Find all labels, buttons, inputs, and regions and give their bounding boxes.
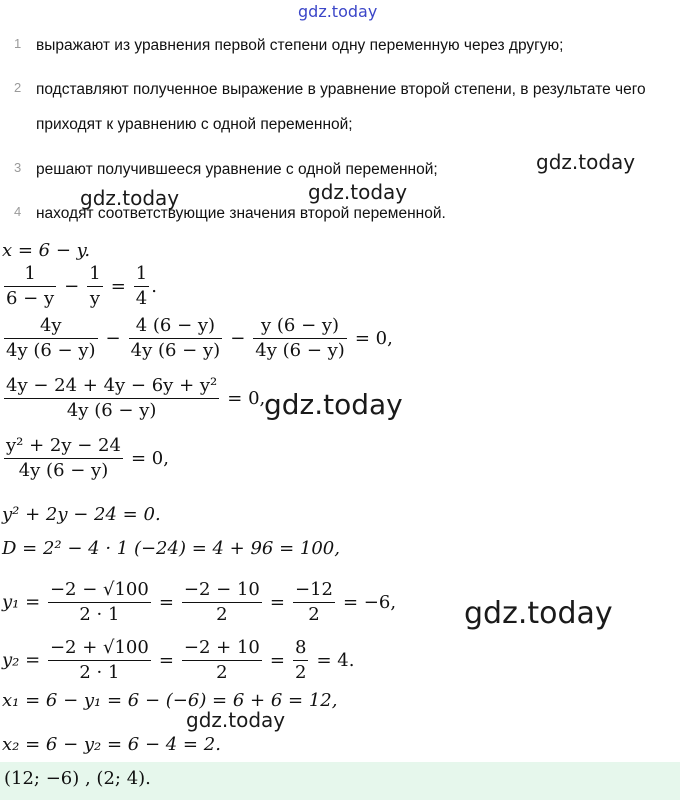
eq-x-expression: x = 6 − y. — [2, 240, 91, 261]
step-text: находят соответствующие значения второй переменной. — [36, 205, 446, 222]
eq-combined-numerator: $\frac{\text{4y − 24 + 4y − 6y + y²}}{4y (6 - y)}$ = 0, — [6, 375, 266, 421]
step-text: подставляют полученное выражение в уравнение второй степени, в результате чего приходят к уравнению с одной переменной; — [36, 81, 646, 133]
watermark: gdz.today — [308, 180, 408, 204]
watermark: gdz.today — [264, 388, 403, 421]
eq-x2: x₂ = 6 − y₂ = 6 − 4 = 2. — [2, 734, 221, 755]
step-number: 4 — [14, 204, 22, 219]
watermark: gdz.today — [80, 186, 180, 210]
eq-simplified-fraction: $\frac{\text{y² + 2y − 24}}{4y (6 - y)}$ = 0, — [6, 435, 169, 481]
watermark: gdz.today — [464, 596, 613, 631]
step-text: решают получившееся уравнение с одной переменной; — [36, 161, 438, 178]
watermark: gdz.today — [186, 708, 286, 732]
watermark: gdz.today — [536, 150, 636, 174]
eq-y2: y₂ = $\frac{-2 + √100}{2 \cdot 1}$ = $\frac{-2 + 10}{2}$ = $\frac{8}{2}$ = 4. — [2, 637, 355, 683]
step-number: 2 — [14, 80, 22, 95]
answer-box — [0, 762, 680, 800]
step-number: 1 — [14, 36, 22, 51]
eq-fraction-sum: $\frac{1}{6 - y}$ − $\frac{1}{y}$ = $\frac{1}{4}$ . — [6, 263, 157, 309]
eq-common-denominator: $\frac{4y}{4y (6 - y)}$ − $\frac{4 (6 - y)}{4y (6 - y)}$ − $\frac{y (6 - y)}{4y (6 - y)}$ = 0, — [6, 315, 393, 361]
answer-text: (12; −6) , (2; 4). — [4, 768, 151, 789]
eq-quadratic: y² + 2y − 24 = 0. — [2, 504, 161, 525]
eq-y1: y₁ = $\frac{-2 - √100}{2 \cdot 1}$ = $\frac{-2 - 10}{2}$ = $\frac{-12}{2}$ = −6, — [2, 579, 397, 625]
eq-x1: x₁ = 6 − y₁ = 6 − (−6) = 6 + 6 = 12, — [2, 690, 338, 711]
watermark-top: gdz.today — [298, 2, 378, 21]
step-text: выражают из уравнения первой степени одну переменную через другую; — [36, 37, 564, 54]
step-number: 3 — [14, 160, 22, 175]
eq-discriminant: D = 2² − 4 · 1 (−24) = 4 + 96 = 100, — [2, 538, 340, 559]
